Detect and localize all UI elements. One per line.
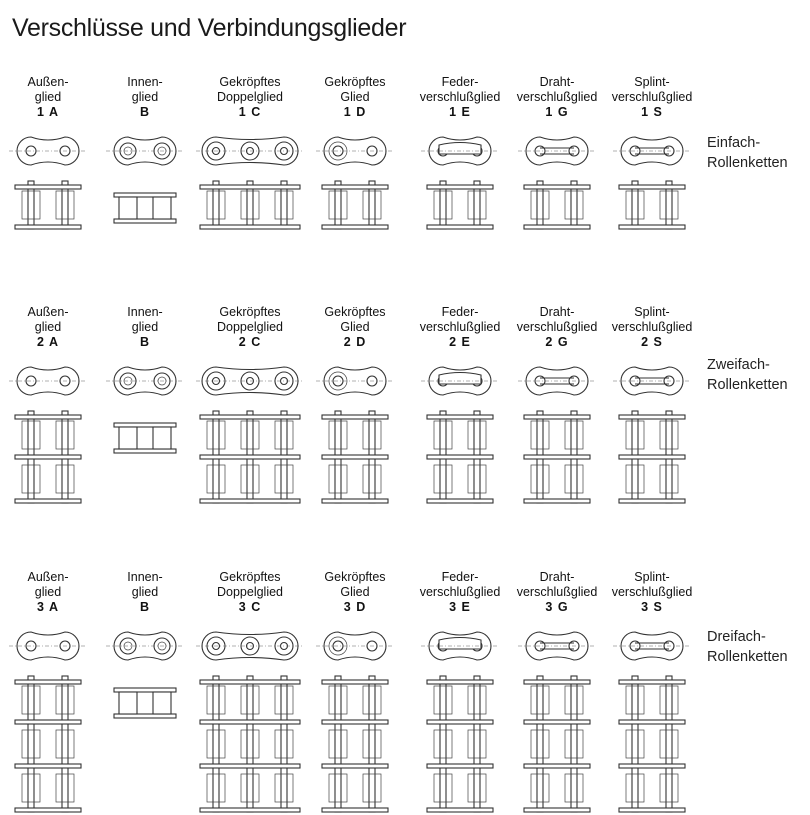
link-side-view — [427, 676, 493, 812]
link-side-view — [114, 688, 176, 718]
link-drawing — [415, 355, 505, 540]
pin — [537, 676, 543, 812]
link-code: 2 C — [238, 335, 262, 349]
link-top-view — [106, 632, 184, 660]
link-top-view — [421, 137, 499, 165]
pin — [335, 676, 341, 812]
link-name-line: Gekröpftes — [324, 305, 386, 319]
outer-plate — [619, 680, 685, 684]
link-label — [205, 570, 295, 615]
inner-plate — [114, 688, 176, 692]
link-label — [607, 570, 697, 615]
outer-plate — [15, 455, 81, 459]
outer-plate — [15, 185, 81, 189]
link-name-line: Glied — [340, 90, 370, 104]
link-name-line: Außen- — [27, 570, 69, 584]
pin — [474, 676, 480, 812]
link-name-line: Gekröpftes — [219, 75, 281, 89]
outer-plate — [619, 185, 685, 189]
link-cell — [3, 75, 93, 310]
link-cell — [512, 570, 602, 805]
link-top-view — [9, 367, 87, 395]
link-side-view — [200, 676, 300, 812]
link-name-line: Außen- — [27, 75, 69, 89]
row-type-label-line: Rollenketten — [707, 377, 788, 393]
link-name-line: glied — [131, 90, 159, 104]
link-label — [310, 305, 400, 350]
link-side-view — [524, 411, 590, 503]
link-drawing — [415, 620, 505, 805]
link-name-line: glied — [131, 320, 159, 334]
link-code: 3 A — [37, 600, 59, 614]
link-name-line: verschlußglied — [419, 320, 501, 334]
link-side-view — [15, 411, 81, 503]
link-name-line: Draht- — [539, 305, 575, 319]
outer-plate — [322, 720, 388, 724]
link-side-view — [114, 423, 176, 453]
link-label — [205, 305, 295, 350]
link-side-view — [200, 181, 300, 229]
roller — [153, 197, 171, 219]
link-name-line: Glied — [340, 320, 370, 334]
link-code: 3 E — [449, 600, 471, 614]
outer-plate — [524, 680, 590, 684]
link-top-view — [421, 632, 499, 660]
outer-plate — [15, 680, 81, 684]
link-name-line: glied — [131, 585, 159, 599]
link-code: 3 S — [641, 600, 663, 614]
link-cell — [100, 570, 190, 805]
link-drawing — [512, 355, 602, 540]
link-name-line: Innen- — [127, 75, 163, 89]
link-name-line: Doppelglied — [216, 320, 284, 334]
link-cell — [415, 305, 505, 540]
link-name-line: verschlußglied — [516, 90, 598, 104]
outer-plate — [427, 808, 493, 812]
link-label — [415, 305, 505, 350]
link-drawing — [205, 620, 295, 805]
link-cell — [310, 570, 400, 805]
link-label — [512, 75, 602, 120]
link-cell — [512, 75, 602, 310]
link-side-view — [524, 676, 590, 812]
pin — [440, 676, 446, 812]
link-drawing — [310, 355, 400, 540]
link-label — [205, 75, 295, 120]
link-top-view — [9, 632, 87, 660]
outer-plate — [619, 720, 685, 724]
link-name-line: Doppelglied — [216, 585, 284, 599]
link-code: 2 A — [37, 335, 59, 349]
outer-plate — [524, 764, 590, 768]
link-code: 1 S — [641, 105, 663, 119]
link-side-view — [114, 193, 176, 223]
outer-plate — [15, 499, 81, 503]
link-name-line: Splint- — [634, 75, 670, 89]
outer-plate — [619, 499, 685, 503]
spring-clip — [439, 638, 481, 650]
link-side-view — [427, 181, 493, 229]
link-name-line: glied — [34, 90, 62, 104]
link-drawing — [3, 125, 93, 310]
inner-plate — [114, 449, 176, 453]
pin — [213, 676, 219, 812]
link-top-view — [316, 367, 394, 395]
link-top-view — [9, 137, 87, 165]
row-type-label-line: Dreifach- — [707, 629, 766, 645]
link-code: 2 S — [641, 335, 663, 349]
link-side-view — [200, 411, 300, 503]
outer-plate — [200, 680, 300, 684]
link-cell — [607, 570, 697, 805]
link-drawing — [310, 620, 400, 805]
link-side-view — [322, 676, 388, 812]
link-top-view — [613, 367, 691, 395]
outer-plate — [322, 225, 388, 229]
link-name-line: Feder- — [441, 75, 479, 89]
pin — [281, 676, 287, 812]
outer-plate — [200, 499, 300, 503]
link-top-view — [316, 632, 394, 660]
link-code: 1 G — [545, 105, 569, 119]
link-name-line: Feder- — [441, 305, 479, 319]
link-side-view — [322, 181, 388, 229]
link-label — [415, 570, 505, 615]
link-top-view — [613, 632, 691, 660]
link-label — [3, 570, 93, 615]
link-code: B — [139, 105, 151, 119]
link-code: 1 C — [238, 105, 262, 119]
outer-plate — [15, 808, 81, 812]
outer-plate — [200, 415, 300, 419]
link-drawing — [100, 620, 190, 805]
outer-plate — [427, 764, 493, 768]
link-label — [3, 305, 93, 350]
spring-clip — [439, 143, 481, 155]
link-cell — [607, 75, 697, 310]
outer-plate — [322, 764, 388, 768]
link-code: 1 D — [343, 105, 367, 119]
link-name-line: Innen- — [127, 305, 163, 319]
link-name-line: Splint- — [634, 570, 670, 584]
pin — [369, 676, 375, 812]
link-drawing — [607, 620, 697, 805]
roller — [119, 692, 137, 714]
pin — [28, 676, 34, 812]
link-top-view — [613, 137, 691, 165]
link-drawing — [310, 125, 400, 310]
link-name-line: verschlußglied — [516, 585, 598, 599]
link-name-line: Gekröpftes — [219, 305, 281, 319]
outer-plate — [619, 808, 685, 812]
outer-plate — [524, 185, 590, 189]
link-label — [310, 75, 400, 120]
link-side-view — [15, 181, 81, 229]
link-cell — [205, 305, 295, 540]
link-drawing — [512, 125, 602, 310]
link-drawing — [205, 125, 295, 310]
link-side-view — [427, 411, 493, 503]
outer-plate — [200, 185, 300, 189]
link-code: 3 D — [343, 600, 367, 614]
link-name-line: glied — [34, 320, 62, 334]
link-cell — [100, 305, 190, 540]
link-label — [310, 570, 400, 615]
roller — [119, 197, 137, 219]
outer-plate — [524, 225, 590, 229]
outer-plate — [322, 680, 388, 684]
link-side-view — [322, 411, 388, 503]
link-name-line: verschlußglied — [611, 320, 693, 334]
link-name-line: Glied — [340, 585, 370, 599]
link-cell — [205, 75, 295, 310]
chain-row — [0, 570, 810, 810]
link-label — [415, 75, 505, 120]
link-top-view — [518, 367, 596, 395]
outer-plate — [322, 415, 388, 419]
link-label — [3, 75, 93, 120]
link-cell — [205, 570, 295, 805]
inner-plate — [114, 193, 176, 197]
outer-plate — [427, 415, 493, 419]
row-type-label-line: Rollenketten — [707, 649, 788, 665]
link-cell — [100, 75, 190, 310]
link-cell — [512, 305, 602, 540]
chain-row — [0, 305, 810, 545]
link-drawing — [512, 620, 602, 805]
link-top-view — [106, 137, 184, 165]
link-name-line: verschlußglied — [611, 585, 693, 599]
link-name-line: Innen- — [127, 570, 163, 584]
link-name-line: Draht- — [539, 75, 575, 89]
row-type-label-line: Rollenketten — [707, 155, 788, 171]
outer-plate — [15, 720, 81, 724]
roller — [153, 692, 171, 714]
link-label — [512, 570, 602, 615]
link-name-line: verschlußglied — [419, 585, 501, 599]
outer-plate — [200, 764, 300, 768]
outer-plate — [524, 415, 590, 419]
link-drawing — [3, 620, 93, 805]
link-cell — [415, 570, 505, 805]
link-code: B — [139, 600, 151, 614]
outer-plate — [322, 185, 388, 189]
link-drawing — [3, 355, 93, 540]
link-top-view — [196, 632, 304, 660]
outer-plate — [427, 225, 493, 229]
row-type-label-line: Einfach- — [707, 135, 761, 151]
outer-plate — [15, 764, 81, 768]
link-side-view — [619, 411, 685, 503]
outer-plate — [322, 499, 388, 503]
link-code: 1 A — [37, 105, 59, 119]
link-drawing — [100, 125, 190, 310]
outer-plate — [619, 225, 685, 229]
outer-plate — [200, 720, 300, 724]
link-label — [607, 75, 697, 120]
outer-plate — [15, 415, 81, 419]
link-name-line: Gekröpftes — [219, 570, 281, 584]
row-type-label — [707, 627, 788, 667]
link-name-line: Gekröpftes — [324, 75, 386, 89]
inner-plate — [114, 219, 176, 223]
link-label — [100, 75, 190, 120]
link-name-line: Draht- — [539, 570, 575, 584]
link-label — [512, 305, 602, 350]
page-title: Verschlüsse und Verbindungsglieder — [12, 14, 407, 42]
link-label — [607, 305, 697, 350]
link-code: 3 G — [545, 600, 569, 614]
link-top-view — [421, 367, 499, 395]
chain-row — [0, 75, 810, 315]
link-side-view — [619, 181, 685, 229]
outer-plate — [200, 808, 300, 812]
outer-plate — [322, 455, 388, 459]
outer-plate — [427, 680, 493, 684]
outer-plate — [427, 720, 493, 724]
pin — [571, 676, 577, 812]
link-cell — [3, 570, 93, 805]
link-name-line: Doppelglied — [216, 90, 284, 104]
link-top-view — [316, 137, 394, 165]
link-top-view — [518, 632, 596, 660]
link-top-view — [106, 367, 184, 395]
link-cell — [3, 305, 93, 540]
outer-plate — [524, 455, 590, 459]
link-name-line: Feder- — [441, 570, 479, 584]
outer-plate — [619, 415, 685, 419]
link-name-line: Außen- — [27, 305, 69, 319]
link-name-line: verschlußglied — [611, 90, 693, 104]
link-code: 3 C — [238, 600, 262, 614]
link-code: 2 D — [343, 335, 367, 349]
pin — [247, 676, 253, 812]
link-cell — [310, 75, 400, 310]
pin — [632, 676, 638, 812]
outer-plate — [619, 455, 685, 459]
outer-plate — [619, 764, 685, 768]
spring-clip — [439, 373, 481, 385]
link-name-line: Gekröpftes — [324, 570, 386, 584]
row-type-label-line: Zweifach- — [707, 357, 770, 373]
outer-plate — [200, 225, 300, 229]
link-name-line: verschlußglied — [516, 320, 598, 334]
outer-plate — [524, 808, 590, 812]
link-side-view — [619, 676, 685, 812]
row-type-label — [707, 133, 788, 173]
link-drawing — [415, 125, 505, 310]
pin — [666, 676, 672, 812]
outer-plate — [427, 499, 493, 503]
link-drawing — [205, 355, 295, 540]
link-top-view — [196, 367, 304, 395]
link-code: B — [139, 335, 151, 349]
link-code: 1 E — [449, 105, 471, 119]
link-label — [100, 570, 190, 615]
outer-plate — [524, 720, 590, 724]
link-top-view — [196, 137, 304, 165]
outer-plate — [15, 225, 81, 229]
link-name-line: verschlußglied — [419, 90, 501, 104]
link-code: 2 G — [545, 335, 569, 349]
outer-plate — [322, 808, 388, 812]
link-drawing — [100, 355, 190, 540]
roller — [119, 427, 137, 449]
inner-plate — [114, 423, 176, 427]
outer-plate — [200, 455, 300, 459]
link-name-line: glied — [34, 585, 62, 599]
link-cell — [607, 305, 697, 540]
link-drawing — [607, 125, 697, 310]
link-cell — [415, 75, 505, 310]
roller — [153, 427, 171, 449]
link-side-view — [524, 181, 590, 229]
link-top-view — [518, 137, 596, 165]
link-code: 2 E — [449, 335, 471, 349]
link-cell — [310, 305, 400, 540]
outer-plate — [427, 185, 493, 189]
outer-plate — [427, 455, 493, 459]
link-label — [100, 305, 190, 350]
link-drawing — [607, 355, 697, 540]
link-side-view — [15, 676, 81, 812]
pin — [62, 676, 68, 812]
link-name-line: Splint- — [634, 305, 670, 319]
row-type-label — [707, 355, 788, 395]
inner-plate — [114, 714, 176, 718]
outer-plate — [524, 499, 590, 503]
